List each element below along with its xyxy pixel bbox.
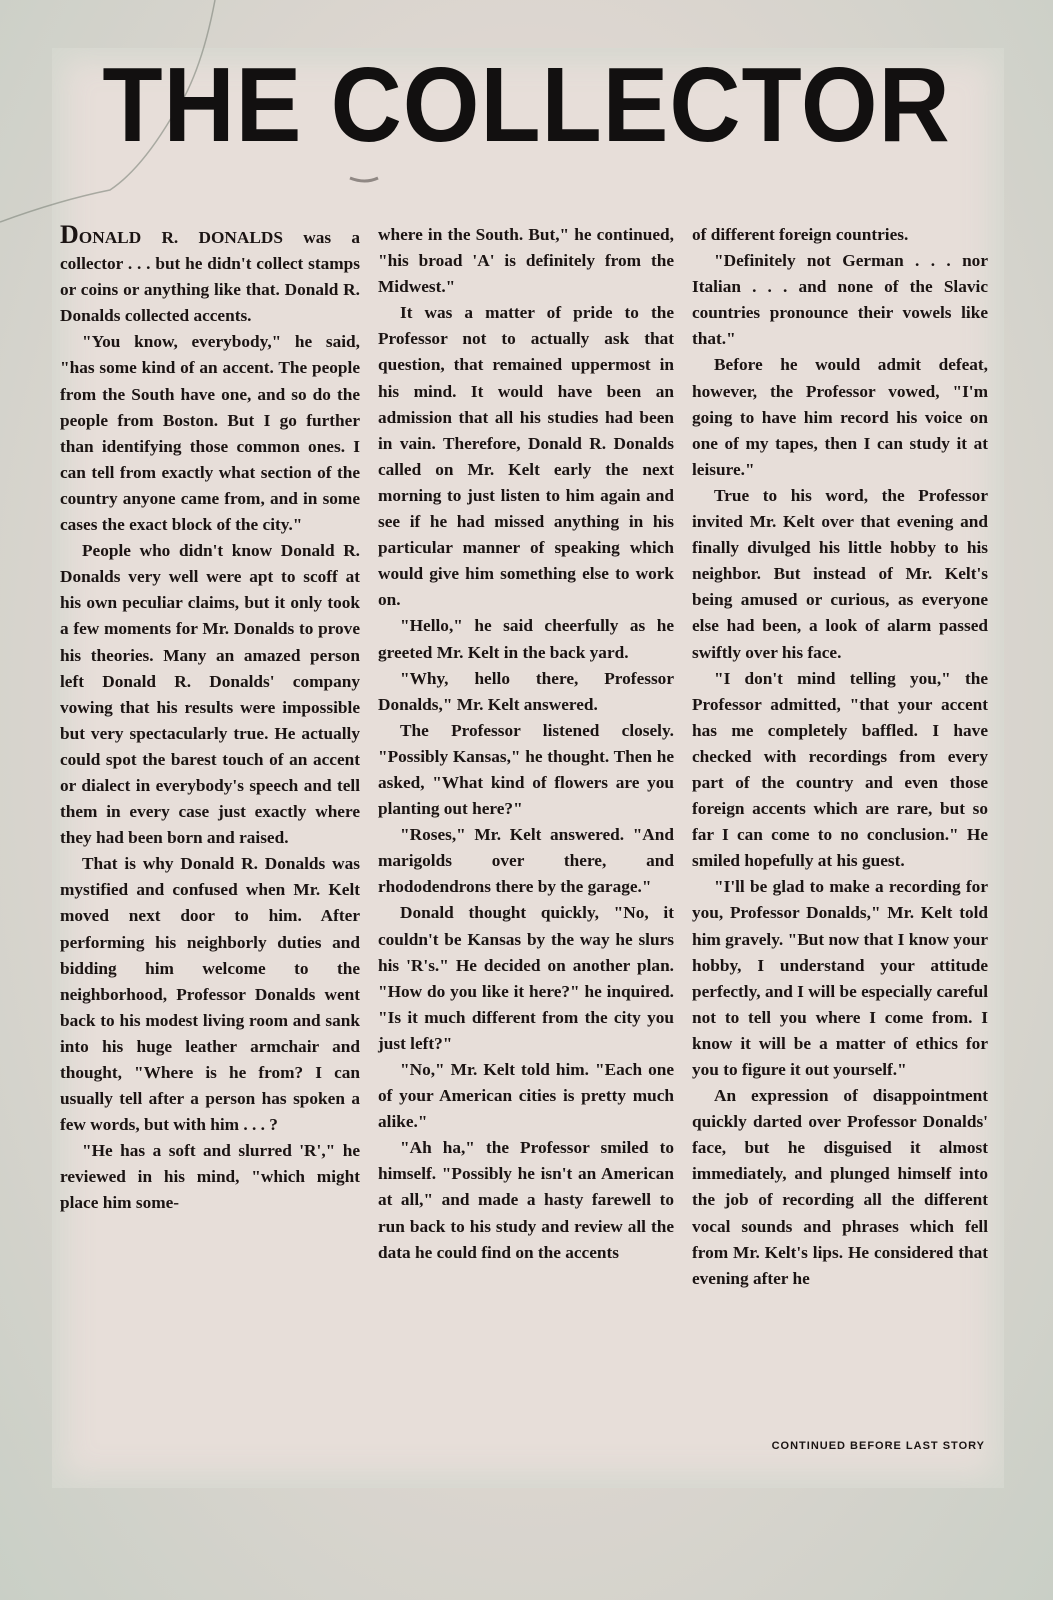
paragraph <box>60 222 360 329</box>
paragraph: "He has a soft and slurred 'R'," he reviewed in his mind, "which might place him some- <box>60 1141 360 1213</box>
paragraph: where in the South. But," he continued, "his broad 'A' is definitely from the Midwest." <box>378 225 674 297</box>
paragraph: "Why, hello there, Professor Donalds," Mr. Kelt answered. <box>378 668 674 714</box>
text-column-3 <box>692 222 988 1292</box>
paragraph: "No," Mr. Kelt told him. "Each one of your American cities is pretty much alike." <box>378 1060 674 1132</box>
paragraph: It was a matter of pride to the Professor not to actually ask that question, that remained uppermost in his mind. It would have been an admission that all his studies had been in vain. Therefore, Donald R. Donalds called on Mr. Kelt early the next morning to just listen to him again and see if he had missed anything in his particular manner of speaking which would give him something else to work on. <box>378 303 674 610</box>
paragraph: "Definitely not German . . . nor Italian . . . and none of the Slavic countries pronounce their vowels like that." <box>692 251 988 349</box>
paragraph: People who didn't know Donald R. Donalds very well were apt to scoff at his own peculiar claims, but it only took a few moments for Mr. Donalds to prove his theories. Many an amazed person left Donald R. Donalds' company vowing that his results were impossible but very spectacularly true. He actually could spot the barest touch of an accent or dialect in everybody's speech and tell them in every case just exactly where they had been born and raised. <box>60 541 360 848</box>
paragraph: "I don't mind telling you," the Professor admitted, "that your accent has me completely baffled. I have checked with recordings from every part of the country and even those foreign accents which are rare, but so far I can come to no conclusion." He smiled hopefully at his guest. <box>692 668 988 871</box>
paragraph: An expression of disappointment quickly darted over Professor Donalds' face, but he disguised it almost immediately, and plunged himself into the job of recording all the different vocal sounds and phrases which fell from Mr. Kelt's lips. He considered that evening after he <box>692 1086 988 1288</box>
paragraph: "Roses," Mr. Kelt answered. "And marigolds over there, and rhododendrons there by the garage." <box>378 825 674 897</box>
continued-note: CONTINUED BEFORE LAST STORY <box>771 1440 985 1452</box>
paragraph: "You know, everybody," he said, "has some kind of an accent. The people from the South have one, and so do the people from Boston. But I go further than identifying those common ones. I can tell from exactly what section of the country anyone came from, and in some cases the exact block of the city." <box>60 332 360 535</box>
paragraph: True to his word, the Professor invited Mr. Kelt over that evening and finally divulged his little hobby to his neighbor. But instead of Mr. Kelt's being amused or curious, as everyone else had been, a look of alarm passed swiftly over his face. <box>692 485 988 662</box>
text-column-2 <box>378 222 674 1266</box>
text-column-1 <box>60 222 360 1217</box>
paragraph: of different foreign countries. <box>692 225 909 244</box>
paragraph: "I'll be glad to make a recording for you, Professor Donalds," Mr. Kelt told him gravely. "But now that I know your hobby, I understand your attitude perfectly, and I will be especially careful not to tell you where I come from. I know it will be a matter of ethics for you to figure it out yourself." <box>692 877 988 1079</box>
paragraph: Before he would admit defeat, however, the Professor vowed, "I'm going to have him record his voice on one of my tapes, then I can study it at leisure." <box>692 355 988 479</box>
drop-cap: D <box>60 220 79 249</box>
story-title: THE COLLECTOR <box>102 46 951 164</box>
paragraph-text: was a collector . . . but he didn't collect stamps or coins or anything like that. Donald R. Donalds collected accents. <box>60 228 360 326</box>
paragraph: "Hello," he said cheerfully as he greeted Mr. Kelt in the back yard. <box>378 616 674 662</box>
paragraph: "Ah ha," the Professor smiled to himself. "Possibly he isn't an American at all," and made a hasty farewell to run back to his study and review all the data he could find on the accents <box>378 1138 674 1262</box>
paragraph: Donald thought quickly, "No, it couldn't be Kansas by the way he slurs his 'R's." He decided on another plan. "How do you like it here?" he inquired. "Is it much different from the city you just left?" <box>378 903 674 1053</box>
paragraph: That is why Donald R. Donalds was mystified and confused when Mr. Kelt moved next door to him. After performing his neighborly duties and bidding him welcome to the neighborhood, Professor Donalds went back to his modest living room and sank into his huge leather armchair and thought, "Where is he from? I can usually tell after a person has spoken a few words, but with him . . . ? <box>60 854 360 1135</box>
opening-name: ONALD R. DONALDS <box>78 228 283 247</box>
paragraph: The Professor listened closely. "Possibly Kansas," he thought. Then he asked, "What kind of flowers are you planting out here?" <box>378 720 674 819</box>
